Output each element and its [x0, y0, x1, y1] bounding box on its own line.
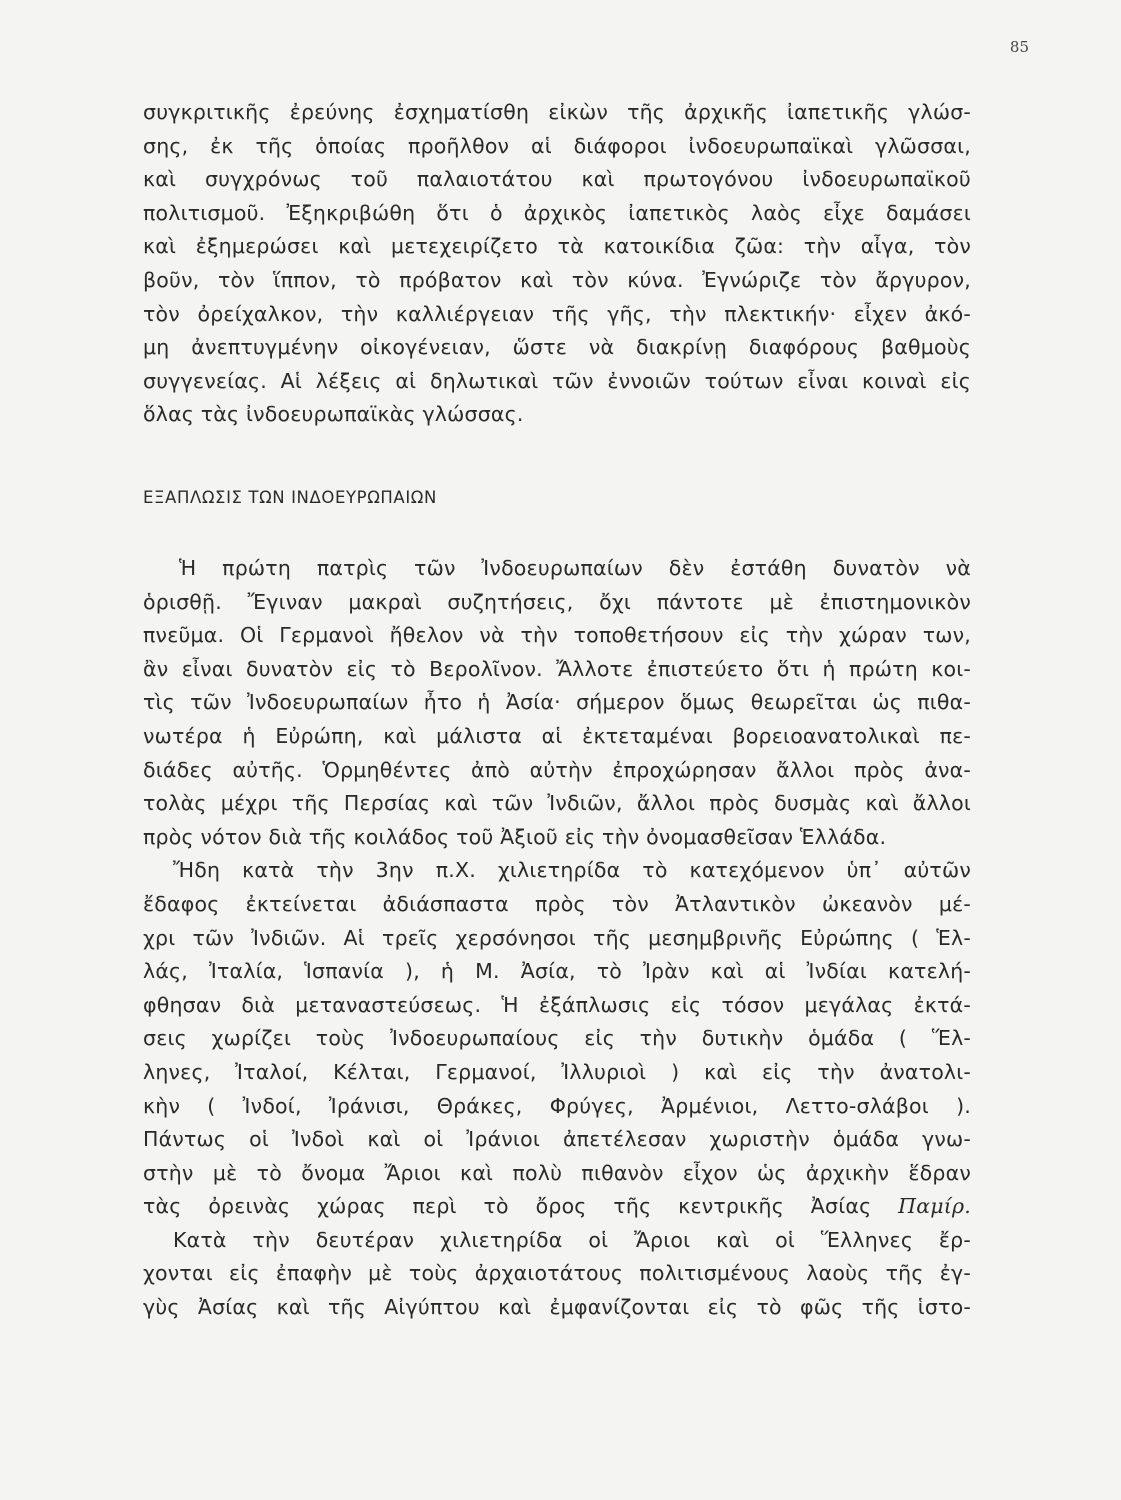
paragraph-intro [143, 96, 971, 432]
text-line: τὸν ὀρείχαλκον, τὴν καλλιέργειαν τῆς γῆς, τὴν πλεκτικήν· εἶχεν ἀκό- [143, 301, 971, 326]
paragraph-expansion [143, 854, 971, 1224]
pamir-term: Παμίρ. [898, 1194, 971, 1219]
text-line: λάς, Ἰταλία, Ἱσπανία ), ἡ Μ. Ἀσία, τὸ Ἰρὰν καὶ αἱ Ἰνδίαι κατελή- [143, 959, 971, 984]
text-line: Κατὰ τὴν δευτέραν χιλιετηρίδα οἱ Ἄριοι καὶ οἱ Ἕλληνες ἔρ- [173, 1227, 971, 1252]
text-line: χρι τῶν Ἰνδιῶν. Αἱ τρεῖς χερσόνησοι τῆς μεσημβρινῆς Εὐρώπης ( Ἑλ- [143, 925, 971, 950]
text-line-prefix: τὰς ὀρεινὰς χώρας περὶ τὸ ὄρος τῆς κεντρικῆς Ἀσίας [143, 1194, 872, 1219]
text-line: γὺς Ἀσίας καὶ τῆς Αἰγύπτου καὶ ἐμφανίζονται εἰς τὸ φῶς τῆς ἱστο- [143, 1295, 971, 1320]
paragraph-second-millennium [143, 1224, 971, 1325]
text-line: σεις χωρίζει τοὺς Ἰνδοευρωπαίους εἰς τὴν δυτικὴν ὁμάδα ( Ἕλ- [143, 1026, 971, 1051]
text-line: ἔδαφος ἐκτείνεται ἀδιάσπαστα πρὸς τὸν Ἀτλαντικὸν ὠκεανὸν μέ- [143, 891, 971, 916]
text-line: κὴν ( Ἰνδοί, Ἰράνισι, Θράκες, Φρύγες, Ἀρμένιοι, Λεττο-σλάβοι ). [143, 1093, 971, 1118]
text-line: στὴν μὲ τὸ ὄνομα Ἄριοι καὶ πολὺ πιθανὸν εἶχον ὡς ἀρχικὴν ἕδραν [143, 1160, 971, 1185]
text-line: μη ἀνεπτυγμένην οἰκογένειαν, ὥστε νὰ διακρίνῃ διαφόρους βαθμοὺς [143, 335, 971, 360]
text-line: τὶς τῶν Ἰνδοευρωπαίων ἦτο ἡ Ἀσία· σήμερον ὅμως θεωρεῖται ὡς πιθα- [143, 690, 971, 715]
section-heading: ΕΞΑΠΛΩΣΙΣ ΤΩΝ ΙΝΔΟΕΥΡΩΠΑΙΩΝ [143, 488, 437, 507]
text-line: Πάντως οἱ Ἰνδοὶ καὶ οἱ Ἰράνιοι ἀπετέλεσαν χωριστὴν ὁμάδα γνω- [143, 1127, 971, 1152]
text-line: ἂν εἶναι δυνατὸν εἰς τὸ Βερολῖνον. Ἄλλοτε ἐπιστεύετο ὅτι ἡ πρώτη κοι- [143, 656, 971, 681]
text-line: τολὰς μέχρι τῆς Περσίας καὶ τῶν Ἰνδιῶν, ἄλλοι πρὸς δυσμὰς καὶ ἄλλοι [143, 791, 971, 816]
text-line: βοῦν, τὸν ἵππον, τὸ πρόβατον καὶ τὸν κύνα. Ἐγνώριζε τὸν ἄργυρον, [143, 267, 971, 292]
text-line: χονται εἰς ἐπαφὴν μὲ τοὺς ἀρχαιοτάτους πολιτισμένους λαοὺς τῆς ἐγ- [143, 1261, 971, 1286]
text-line: ὅλας τὰς ἰνδοευρωπαϊκὰς γλώσσας. [143, 402, 524, 427]
text-line: Ἤδη κατὰ τὴν 3ην π.Χ. χιλιετηρίδα τὸ κατεχόμενον ὑπ᾽ αὐτῶν [173, 858, 971, 883]
paragraph-homeland [143, 552, 971, 854]
text-line: πρὸς νότον διὰ τῆς κοιλάδος τοῦ Ἀξιοῦ εἰς τὴν ὀνομασθεῖσαν Ἑλλάδα. [143, 824, 887, 849]
text-line: πολιτισμοῦ. Ἐξηκριβώθη ὅτι ὁ ἀρχικὸς ἰαπετικὸς λαὸς εἶχε δαμάσει [143, 200, 971, 225]
text-line: διάδες αὐτῆς. Ὁρμηθέντες ἀπὸ αὐτὴν ἐπροχώρησαν ἄλλοι πρὸς ἀνα- [143, 757, 971, 782]
text-line: νωτέρα ἡ Εὐρώπη, καὶ μάλιστα αἱ ἐκτεταμέναι βορειοανατολικαὶ πε- [143, 723, 971, 748]
text-line [143, 1190, 971, 1224]
text-line: ὁρισθῇ. Ἔγιναν μακραὶ συζητήσεις, ὄχι πάντοτε μὲ ἐπιστημονικὸν [143, 589, 971, 614]
text-line: καὶ συγχρόνως τοῦ παλαιοτάτου καὶ πρωτογόνου ἰνδοευρωπαϊκοῦ [143, 167, 971, 192]
body-text [143, 552, 971, 1325]
text-line: πνεῦμα. Οἱ Γερμανοὶ ἤθελον νὰ τὴν τοποθετήσουν εἰς τὴν χώραν των, [143, 623, 971, 648]
text-line: φθησαν διὰ μεταναστεύσεως. Ἡ ἐξάπλωσις εἰς τόσον μεγάλας ἐκτά- [143, 992, 971, 1017]
text-line: σης, ἐκ τῆς ὁποίας προῆλθον αἱ διάφοροι ἰνδοευρωπαϊκαὶ γλῶσσαι, [143, 133, 971, 158]
text-line: καὶ ἐξημερώσει καὶ μετεχειρίζετο τὰ κατοικίδια ζῶα: τὴν αἶγα, τὸν [143, 234, 971, 259]
text-line: συγγενείας. Αἱ λέξεις αἱ δηλωτικαὶ τῶν ἐννοιῶν τούτων εἶναι κοιναὶ εἰς [143, 368, 971, 393]
text-line: συγκριτικῆς ἐρεύνης ἐσχηματίσθη εἰκὼν τῆς ἀρχικῆς ἰαπετικῆς γλώσ- [143, 100, 971, 124]
text-line: Ἡ πρώτη πατρὶς τῶν Ἰνδοευρωπαίων δὲν ἐστάθη δυνατὸν νὰ [179, 556, 971, 580]
page-number: 85 [1009, 38, 1029, 56]
text-line: ληνες, Ἰταλοί, Κέλται, Γερμανοί, Ἰλλυριοὶ ) καὶ εἰς τὴν ἀνατολι- [143, 1059, 971, 1084]
